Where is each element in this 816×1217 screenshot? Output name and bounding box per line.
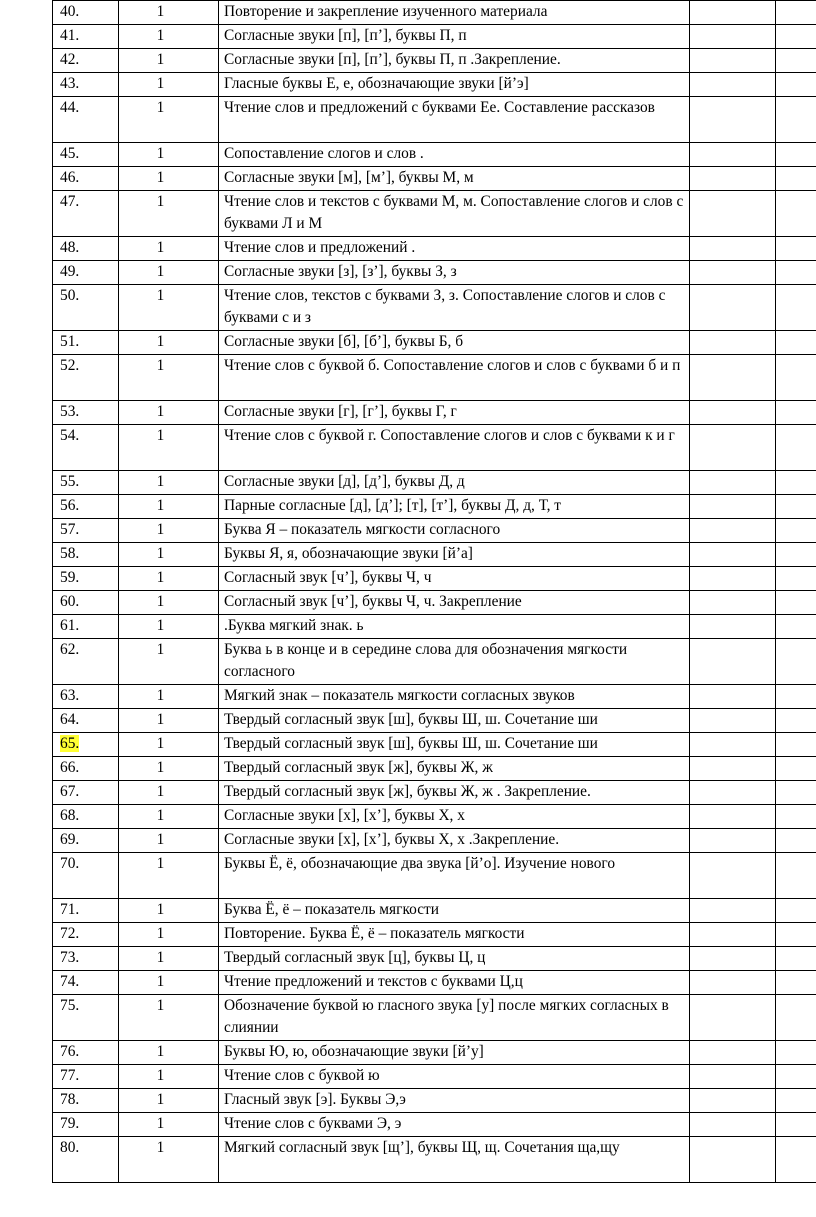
planned-date-cell [690,425,776,471]
actual-date-cell [776,781,816,805]
lesson-number: 55. [60,473,80,490]
actual-date-cell [776,1113,816,1137]
lesson-topic-cell: Согласные звуки [д], [д’], буквы Д, д [219,471,690,495]
actual-date-cell [776,143,816,167]
lesson-topic-cell: Согласный звук [ч’], буквы Ч, ч [219,567,690,591]
table-row [53,543,816,567]
planned-date-cell [690,1089,776,1113]
lesson-number: 46. [60,169,80,186]
lesson-topic-cell: Гласные буквы Е, е, обозначающие звуки [й’э] [219,73,690,97]
table-row [53,829,816,853]
lesson-number-cell [53,519,119,543]
planned-date-cell [690,97,776,143]
lesson-number: 67. [60,783,80,800]
lesson-topic-cell: Твердый согласный звук [ж], буквы Ж, ж [219,757,690,781]
lesson-topic-cell: Буквы Ё, ё, обозначающие два звука [й’о]. Изучение нового [219,853,690,899]
hours-cell: 1 [119,355,219,401]
lesson-topic-cell: Чтение слов и предложений с буквами Ее. Составление рассказов [219,97,690,143]
lesson-number-cell [53,471,119,495]
planned-date-cell [690,733,776,757]
lesson-number-cell [53,285,119,331]
hours-cell: 1 [119,639,219,685]
actual-date-cell [776,853,816,899]
table-row [53,285,816,331]
planned-date-cell [690,167,776,191]
hours-cell: 1 [119,191,219,237]
lesson-number: 69. [60,831,80,848]
actual-date-cell [776,261,816,285]
lesson-topic-cell: Твердый согласный звук [ж], буквы Ж, ж . Закрепление. [219,781,690,805]
lesson-number-cell [53,899,119,923]
lesson-topic-cell: Чтение предложений и текстов с буквами Ц,ц [219,971,690,995]
hours-cell: 1 [119,1113,219,1137]
actual-date-cell [776,971,816,995]
actual-date-cell [776,401,816,425]
lesson-number-cell [53,1137,119,1183]
planned-date-cell [690,781,776,805]
lesson-number: 76. [60,1043,80,1060]
lesson-number-cell [53,1113,119,1137]
table-row [53,639,816,685]
lesson-number-cell [53,167,119,191]
actual-date-cell [776,805,816,829]
actual-date-cell [776,757,816,781]
lesson-number: 68. [60,807,80,824]
hours-cell: 1 [119,567,219,591]
lesson-number: 53. [60,403,80,420]
table-row [53,615,816,639]
lesson-number: 52. [60,357,80,374]
actual-date-cell [776,471,816,495]
lesson-number-cell [53,615,119,639]
lesson-number: 54. [60,427,80,444]
lesson-number-cell [53,25,119,49]
planned-date-cell [690,1137,776,1183]
planned-date-cell [690,261,776,285]
table-row [53,567,816,591]
actual-date-cell [776,495,816,519]
actual-date-cell [776,733,816,757]
planned-date-cell [690,519,776,543]
hours-cell: 1 [119,331,219,355]
planned-date-cell [690,639,776,685]
lesson-number: 75. [60,997,80,1014]
actual-date-cell [776,685,816,709]
planned-date-cell [690,709,776,733]
planned-date-cell [690,899,776,923]
planned-date-cell [690,853,776,899]
actual-date-cell [776,899,816,923]
lesson-topic-cell: Согласные звуки [х], [х’], буквы Х, х .Закрепление. [219,829,690,853]
actual-date-cell [776,425,816,471]
lesson-number-cell [53,355,119,401]
lesson-number: 77. [60,1067,80,1084]
lesson-number: 49. [60,263,80,280]
lesson-number: 50. [60,287,80,304]
actual-date-cell [776,639,816,685]
table-row [53,591,816,615]
actual-date-cell [776,331,816,355]
planned-date-cell [690,331,776,355]
lesson-number: 48. [60,239,80,256]
hours-cell: 1 [119,1041,219,1065]
table-row [53,805,816,829]
lesson-topic-cell: Согласные звуки [п], [п’], буквы П, п .Закрепление. [219,49,690,73]
hours-cell: 1 [119,709,219,733]
lesson-topic-cell: Чтение слов, текстов с буквами З, з. Сопоставление слогов и слов с буквами с и з [219,285,690,331]
lesson-number-cell [53,853,119,899]
actual-date-cell [776,519,816,543]
hours-cell: 1 [119,73,219,97]
hours-cell: 1 [119,805,219,829]
table-row [53,923,816,947]
actual-date-cell [776,543,816,567]
hours-cell: 1 [119,853,219,899]
lesson-topic-cell: Чтение слов с буквой г. Сопоставление слогов и слов с буквами к и г [219,425,690,471]
planned-date-cell [690,495,776,519]
actual-date-cell [776,709,816,733]
actual-date-cell [776,1089,816,1113]
table-row [53,425,816,471]
hours-cell: 1 [119,899,219,923]
hours-cell: 1 [119,543,219,567]
table-row [53,1089,816,1113]
lesson-topic-cell: Согласные звуки [б], [б’], буквы Б, б [219,331,690,355]
table-row [53,73,816,97]
planned-date-cell [690,591,776,615]
hours-cell: 1 [119,1,219,25]
lesson-number-cell [53,971,119,995]
hours-cell: 1 [119,519,219,543]
table-row [53,355,816,401]
lesson-topic-cell: Парные согласные [д], [д’]; [т], [т’], буквы Д, д, Т, т [219,495,690,519]
lesson-number-cell [53,543,119,567]
table-row [53,899,816,923]
hours-cell: 1 [119,1065,219,1089]
lesson-number: 56. [60,497,80,514]
lesson-number: 78. [60,1091,80,1108]
lesson-topic-cell: Чтение слов с буквой б. Сопоставление слогов и слов с буквами б и п [219,355,690,401]
hours-cell: 1 [119,25,219,49]
lesson-number: 79. [60,1115,80,1132]
lesson-number: 66. [60,759,80,776]
lesson-number-cell [53,73,119,97]
planned-date-cell [690,143,776,167]
lesson-number: 73. [60,949,80,966]
actual-date-cell [776,829,816,853]
actual-date-cell [776,73,816,97]
lesson-topic-cell: Чтение слов и предложений . [219,237,690,261]
lesson-number-cell [53,639,119,685]
lesson-topic-cell: Твердый согласный звук [ш], буквы Ш, ш. Сочетание ши [219,709,690,733]
lesson-number-cell [53,49,119,73]
lesson-number-cell [53,425,119,471]
table-row [53,1,816,25]
table-row [53,237,816,261]
table-row [53,685,816,709]
lesson-number: 44. [60,99,80,116]
lesson-topic-cell: Повторение. Буква Ё, ё – показатель мягкости [219,923,690,947]
table-row [53,191,816,237]
lesson-number-cell [53,995,119,1041]
lesson-number-cell [53,805,119,829]
lesson-number: 80. [60,1139,80,1156]
planned-date-cell [690,49,776,73]
lesson-topic-cell: Мягкий согласный звук [щ’], буквы Щ, щ. Сочетания ща,щу [219,1137,690,1183]
lesson-topic-cell: Повторение и закрепление изученного материала [219,1,690,25]
lesson-topic-cell: Буква Я – показатель мягкости согласного [219,519,690,543]
lesson-number: 61. [60,617,80,634]
lesson-topic-cell: Гласный звук [э]. Буквы Э,э [219,1089,690,1113]
actual-date-cell [776,355,816,401]
lesson-number-cell [53,923,119,947]
lesson-topic-cell: Мягкий знак – показатель мягкости согласных звуков [219,685,690,709]
table-row [53,757,816,781]
actual-date-cell [776,237,816,261]
lesson-topic-cell: Чтение слов и текстов с буквами М, м. Сопоставление слогов и слов с буквами Л и М [219,191,690,237]
hours-cell: 1 [119,1137,219,1183]
lesson-topic-cell: Согласные звуки [г], [г’], буквы Г, г [219,401,690,425]
planned-date-cell [690,191,776,237]
hours-cell: 1 [119,401,219,425]
lesson-number: 47. [60,193,80,210]
table-row [53,709,816,733]
table-row [53,1113,816,1137]
table-row [53,519,816,543]
table-row [53,733,816,757]
hours-cell: 1 [119,781,219,805]
lesson-number: 40. [60,3,80,20]
actual-date-cell [776,1137,816,1183]
table-row [53,401,816,425]
lesson-number: 74. [60,973,80,990]
hours-cell: 1 [119,143,219,167]
actual-date-cell [776,25,816,49]
lesson-number: 59. [60,569,80,586]
lesson-topic-cell: .Буква мягкий знак. ь [219,615,690,639]
table-row [53,1137,816,1183]
planned-date-cell [690,25,776,49]
lesson-topic-cell: Чтение слов с буквами Э, э [219,1113,690,1137]
lesson-number-cell [53,685,119,709]
table-row [53,1065,816,1089]
lesson-topic-cell: Буква Ё, ё – показатель мягкости [219,899,690,923]
lesson-number: 64. [60,711,80,728]
hours-cell: 1 [119,49,219,73]
actual-date-cell [776,49,816,73]
lesson-number-cell [53,1041,119,1065]
table-row [53,261,816,285]
lesson-number: 65. [60,735,80,752]
hours-cell: 1 [119,923,219,947]
hours-cell: 1 [119,591,219,615]
table-row [53,167,816,191]
lesson-number-cell [53,947,119,971]
lesson-number-cell [53,757,119,781]
hours-cell: 1 [119,995,219,1041]
actual-date-cell [776,167,816,191]
actual-date-cell [776,615,816,639]
hours-cell: 1 [119,425,219,471]
planned-date-cell [690,923,776,947]
hours-cell: 1 [119,97,219,143]
planned-date-cell [690,355,776,401]
lesson-number-cell [53,1089,119,1113]
hours-cell: 1 [119,685,219,709]
hours-cell: 1 [119,237,219,261]
table-row [53,853,816,899]
hours-cell: 1 [119,167,219,191]
lesson-number-cell [53,709,119,733]
lesson-topic-cell: Буквы Ю, ю, обозначающие звуки [й’у] [219,1041,690,1065]
planned-date-cell [690,995,776,1041]
planned-date-cell [690,805,776,829]
hours-cell: 1 [119,733,219,757]
planned-date-cell [690,401,776,425]
lesson-number-cell [53,733,119,757]
hours-cell: 1 [119,971,219,995]
planned-date-cell [690,73,776,97]
lesson-number: 72. [60,925,80,942]
planned-date-cell [690,685,776,709]
planned-date-cell [690,1113,776,1137]
lesson-number-cell [53,591,119,615]
hours-cell: 1 [119,261,219,285]
lesson-topic-cell: Согласные звуки [м], [м’], буквы М, м [219,167,690,191]
lesson-number: 62. [60,641,80,658]
lesson-number: 41. [60,27,80,44]
planned-date-cell [690,237,776,261]
lesson-number: 60. [60,593,80,610]
table-row [53,97,816,143]
planned-date-cell [690,615,776,639]
lesson-number: 45. [60,145,80,162]
lesson-number: 43. [60,75,80,92]
planned-date-cell [690,567,776,591]
actual-date-cell [776,947,816,971]
actual-date-cell [776,1,816,25]
lesson-topic-cell: Чтение слов с буквой ю [219,1065,690,1089]
actual-date-cell [776,1065,816,1089]
lesson-topic-cell: Сопоставление слогов и слов . [219,143,690,167]
actual-date-cell [776,591,816,615]
lesson-plan-table [52,0,816,1183]
lesson-number-cell [53,261,119,285]
hours-cell: 1 [119,615,219,639]
lesson-topic-cell: Согласные звуки [х], [х’], буквы Х, х [219,805,690,829]
table-row [53,1041,816,1065]
actual-date-cell [776,285,816,331]
lesson-number-cell [53,495,119,519]
table-row [53,495,816,519]
hours-cell: 1 [119,829,219,853]
actual-date-cell [776,1041,816,1065]
table-row [53,947,816,971]
planned-date-cell [690,471,776,495]
lesson-number-cell [53,1,119,25]
lesson-number-cell [53,97,119,143]
planned-date-cell [690,285,776,331]
lesson-number: 58. [60,545,80,562]
lesson-topic-cell: Твердый согласный звук [ц], буквы Ц, ц [219,947,690,971]
planned-date-cell [690,1041,776,1065]
hours-cell: 1 [119,1089,219,1113]
hours-cell: 1 [119,757,219,781]
lesson-number: 71. [60,901,80,918]
planned-date-cell [690,829,776,853]
table-row [53,331,816,355]
lesson-number-cell [53,781,119,805]
planned-date-cell [690,1,776,25]
lesson-topic-cell: Твердый согласный звук [ш], буквы Ш, ш. Сочетание ши [219,733,690,757]
lesson-topic-cell: Обозначение буквой ю гласного звука [у] после мягких согласных в слиянии [219,995,690,1041]
table-row [53,971,816,995]
lesson-topic-cell: Буква ь в конце и в середине слова для обозначения мягкости согласного [219,639,690,685]
table-row [53,143,816,167]
hours-cell: 1 [119,947,219,971]
lesson-number-cell [53,401,119,425]
lesson-number-cell [53,237,119,261]
actual-date-cell [776,567,816,591]
table-row [53,781,816,805]
planned-date-cell [690,947,776,971]
table-row [53,471,816,495]
planned-date-cell [690,543,776,567]
lesson-number-cell [53,829,119,853]
hours-cell: 1 [119,495,219,519]
table-row [53,25,816,49]
lesson-number: 57. [60,521,80,538]
lesson-number-cell [53,143,119,167]
planned-date-cell [690,757,776,781]
hours-cell: 1 [119,285,219,331]
lesson-number: 70. [60,855,80,872]
lesson-number-cell [53,191,119,237]
table-row [53,995,816,1041]
lesson-number-cell [53,331,119,355]
planned-date-cell [690,971,776,995]
lesson-number: 63. [60,687,80,704]
table-row [53,49,816,73]
actual-date-cell [776,97,816,143]
lesson-number-cell [53,567,119,591]
actual-date-cell [776,923,816,947]
planned-date-cell [690,1065,776,1089]
hours-cell: 1 [119,471,219,495]
lesson-number: 51. [60,333,80,350]
lesson-number: 42. [60,51,80,68]
actual-date-cell [776,191,816,237]
lesson-topic-cell: Согласный звук [ч’], буквы Ч, ч. Закрепление [219,591,690,615]
lesson-topic-cell: Согласные звуки [п], [п’], буквы П, п [219,25,690,49]
actual-date-cell [776,995,816,1041]
lesson-number-cell [53,1065,119,1089]
lesson-topic-cell: Буквы Я, я, обозначающие звуки [й’а] [219,543,690,567]
lesson-topic-cell: Согласные звуки [з], [з’], буквы З, з [219,261,690,285]
